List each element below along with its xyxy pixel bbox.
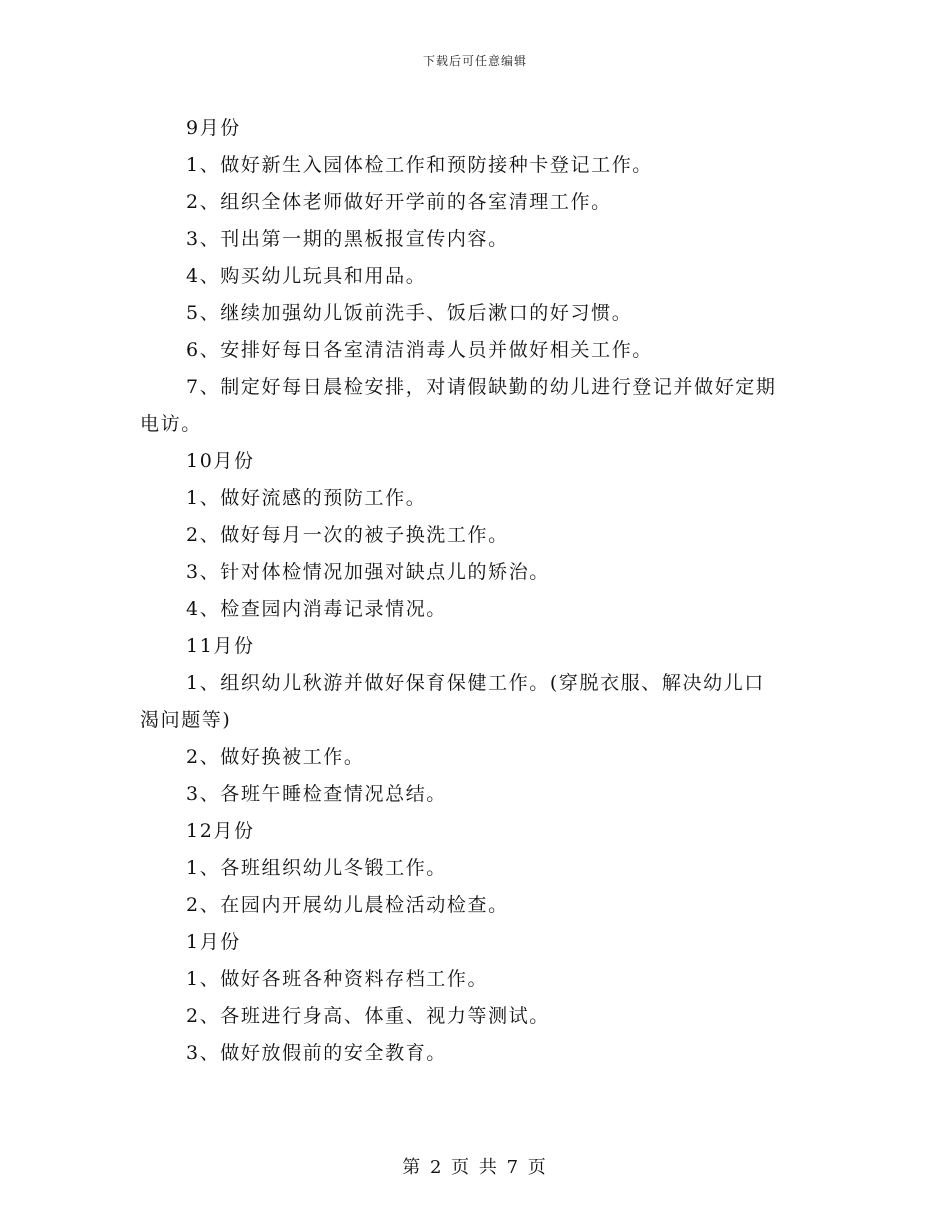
page-header: 下载后可任意编辑	[422, 54, 527, 68]
document-body	[140, 110, 820, 1072]
text-line: 3、做好放假前的安全教育。	[186, 1042, 447, 1064]
text-line: 3、刊出第一期的黑板报宣传内容。	[186, 228, 509, 250]
text-line: 2、组织全体老师做好开学前的各室清理工作。	[186, 191, 612, 213]
text-line: 4、购买幼儿玩具和用品。	[186, 265, 427, 287]
text-line: 2、在园内开展幼儿晨检活动检查。	[186, 894, 509, 916]
text-line: 1月份	[186, 931, 241, 953]
text-line: 10月份	[186, 450, 255, 472]
text-line: 电访。	[140, 413, 202, 435]
text-line: 1、做好新生入园体检工作和预防接种卡登记工作。	[186, 154, 653, 176]
text-line: 12月份	[186, 820, 255, 842]
text-line: 11月份	[186, 635, 255, 657]
page-number-footer: 第 2 页 共 7 页	[402, 1157, 548, 1178]
text-line: 1、做好流感的预防工作。	[186, 487, 427, 509]
text-line: 3、各班午睡检查情况总结。	[186, 783, 447, 805]
text-line: 6、安排好每日各室清洁消毒人员并做好相关工作。	[186, 339, 653, 361]
text-line: 1、做好各班各种资料存档工作。	[186, 968, 489, 990]
text-line: 2、各班进行身高、体重、视力等测试。	[186, 1005, 550, 1027]
text-line: 7、制定好每日晨检安排，对请假缺勤的幼儿进行登记并做好定期	[186, 376, 777, 398]
text-line: 渴问题等)	[140, 709, 232, 731]
text-line: 5、继续加强幼儿饭前洗手、饭后漱口的好习惯。	[186, 302, 633, 324]
text-line: 9月份	[186, 117, 241, 139]
text-line: 3、针对体检情况加强对缺点儿的矫治。	[186, 561, 550, 583]
text-line: 1、组织幼儿秋游并做好保育保健工作。(穿脱衣服、解决幼儿口	[186, 672, 765, 694]
text-line: 2、做好换被工作。	[186, 746, 365, 768]
text-line: 2、做好每月一次的被子换洗工作。	[186, 524, 509, 546]
text-line: 4、检查园内消毒记录情况。	[186, 598, 447, 620]
text-line: 1、各班组织幼儿冬锻工作。	[186, 857, 447, 879]
